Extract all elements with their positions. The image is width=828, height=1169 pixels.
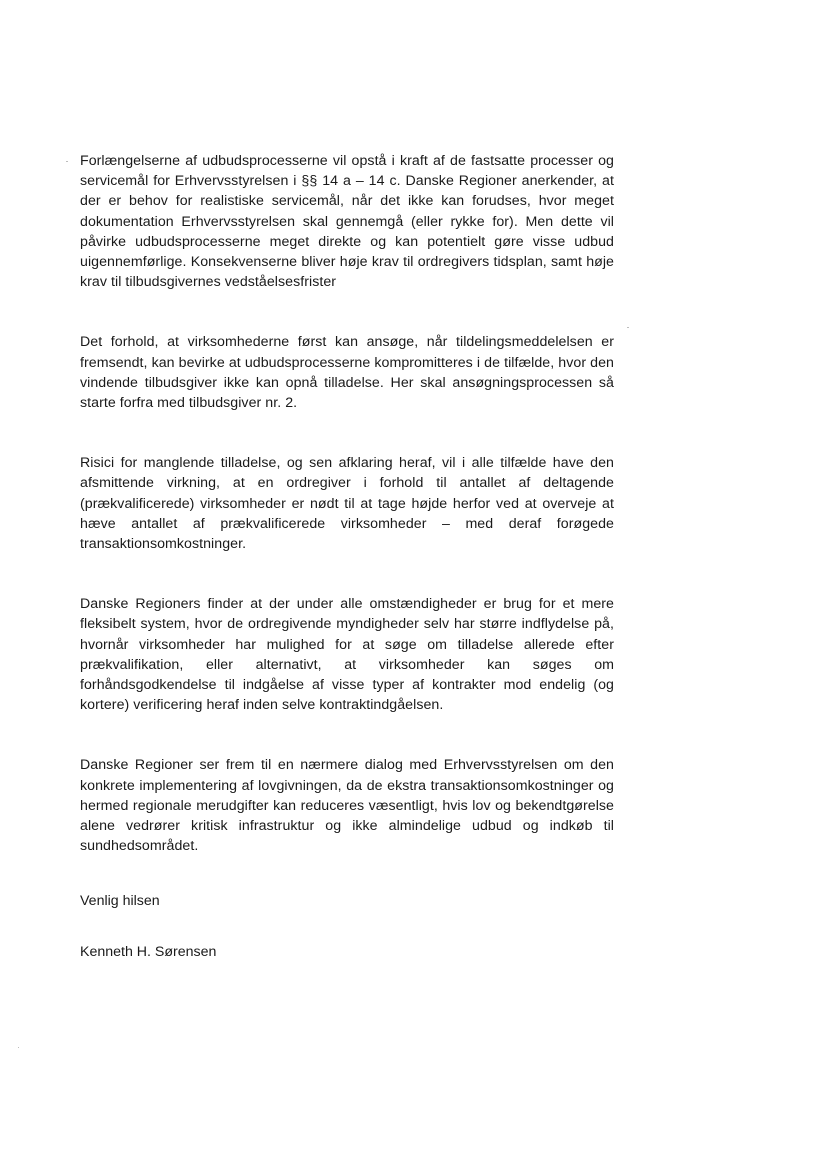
scan-speck	[66, 161, 68, 162]
paragraph-2: Det forhold, at virksomhederne først kan ansøge, når tildelingsmeddelelsen er fremsendt, kan bevirke at udbudsprocesserne kompromitteres i de tilfælde, hvor den vindende tilbudsgiver ikke kan opnå tilladelse. Her skal ansøgningsprocessen så starte forfra med tilbudsgiver nr. 2.	[80, 334, 614, 412]
signature-name: Kenneth H. Sørensen	[80, 944, 217, 960]
scan-speck	[627, 327, 629, 328]
paragraph-5: Danske Regioner ser frem til en nærmere dialog med Erhvervsstyrelsen om den konkrete implementering af lovgivningen, da de ekstra transaktionsomkostninger og hermed regionale merudgifter kan reduceres væsentligt, hvis lov og bekendtgørelse alene vedrører kritisk infrastruktur og ikke almindelige udbud og indkøb til sundhedsområdet.	[80, 757, 614, 855]
paragraph-1: Forlængelserne af udbudsprocesserne vil opstå i kraft af de fastsatte processer og servicemål for Erhvervsstyrelsen i §§ 14 a – 14 c. Danske Regioner anerkender, at der er behov for realistiske servicemål, når det ikke kan forudses, hvor meget dokumentation Erhvervsstyrelsen skal gennemgå (eller rykke for). Men dette vil påvirke udbudsprocesserne meget direkte og kan potentielt gøre visse udbud uigennemførlige. Konsekvenserne bliver høje krav til ordregivers tidsplan, samt høje krav til tilbudsgivernes vedståelsesfrister	[80, 153, 614, 291]
paragraph-4: Danske Regioners finder at der under alle omstændigheder er brug for et mere fleksibelt system, hvor de ordregivende myndigheder selv har større indflydelse på, hvornår virksomheder har mulighed for at søge om tilladelse allerede efter prækvalifikation, eller alternativt, at virksomheder kan søges om forhåndsgodkendelse til indgåelse af visse typer af kontrakter mod endelig (og kortere) verificering heraf inden selve kontraktindgåelsen.	[80, 596, 614, 714]
paragraph-3: Risici for manglende tilladelse, og sen afklaring heraf, vil i alle tilfælde have den afsmittende virkning, at en ordregiver i forhold til antallet af deltagende (prækvalificerede) virksomheder er nødt til at tage højde herfor ved at overveje at hæve antallet af prækvalificerede virksomheder – med deraf forøgede transaktionsomkostninger.	[80, 455, 614, 553]
scan-speck	[18, 1047, 19, 1048]
closing-salutation: Venlig hilsen	[80, 893, 160, 909]
letter-body	[80, 151, 614, 896]
